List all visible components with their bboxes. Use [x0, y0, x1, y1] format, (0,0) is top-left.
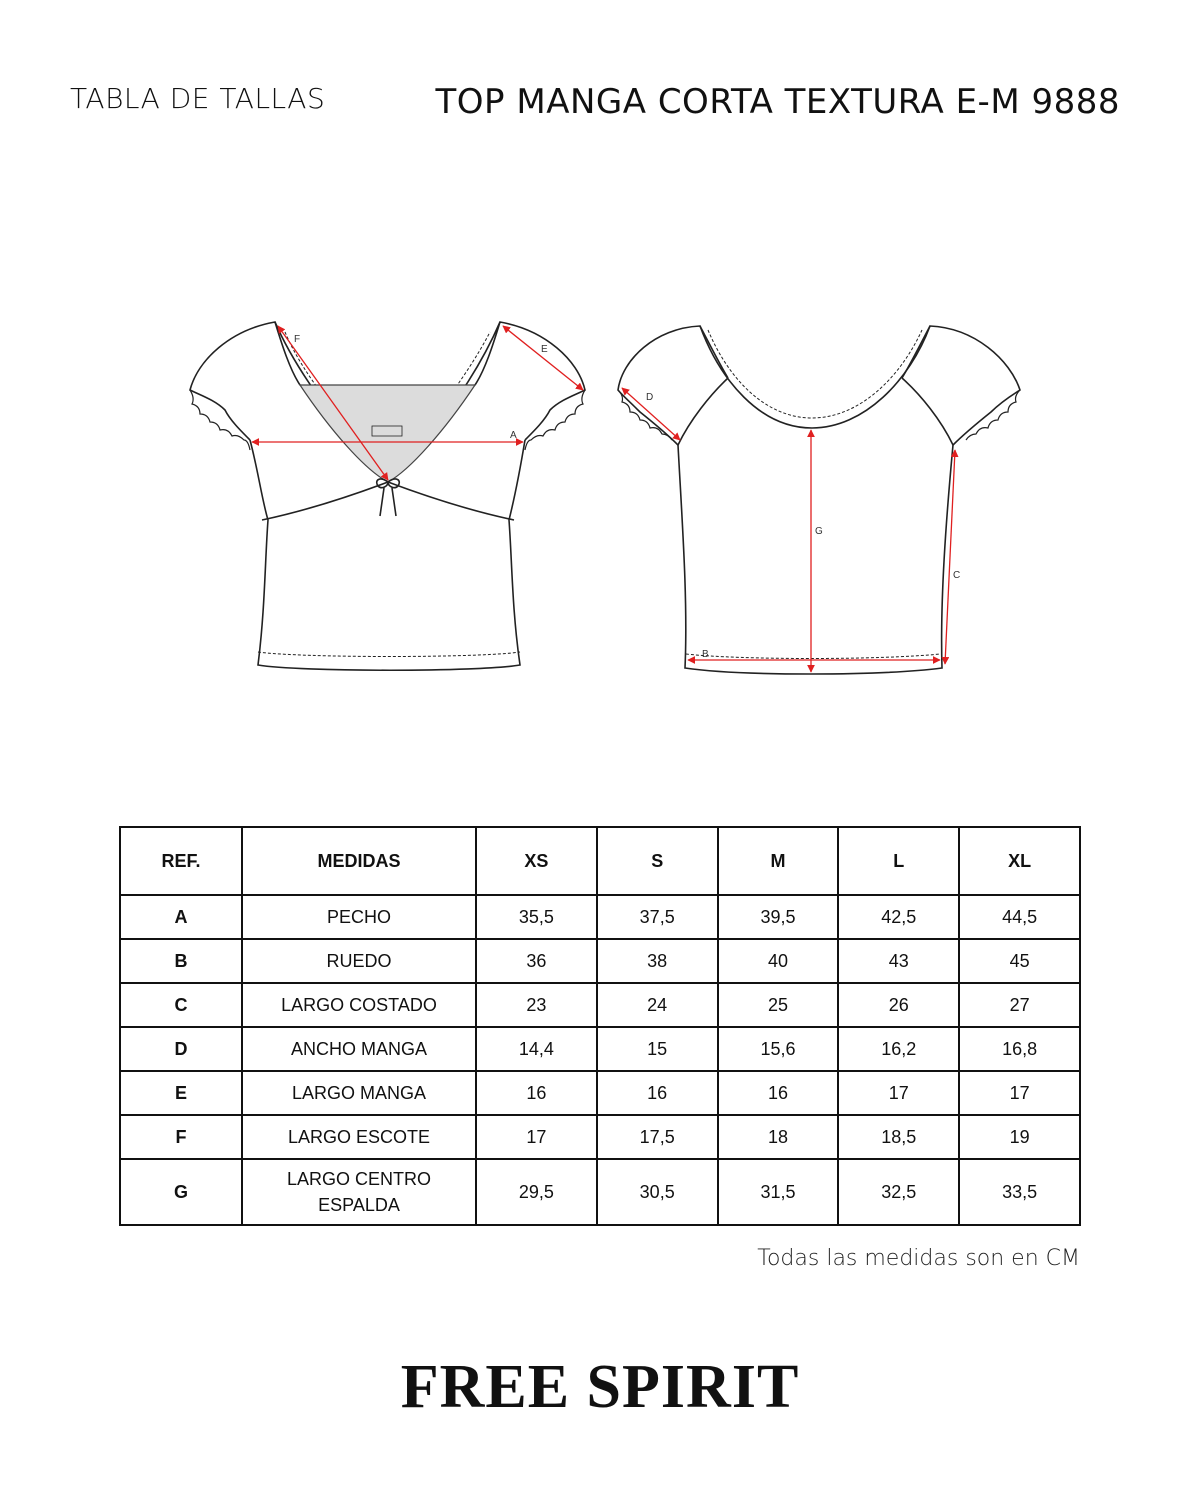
cell-medida: LARGO MANGA: [242, 1071, 476, 1115]
cell-m: 39,5: [718, 895, 839, 939]
cell-ref: C: [120, 983, 242, 1027]
cell-xs: 23: [476, 983, 597, 1027]
cell-medida: LARGO COSTADO: [242, 983, 476, 1027]
table-row: [120, 1159, 1080, 1225]
cell-ref: D: [120, 1027, 242, 1071]
cell-medida: PECHO: [242, 895, 476, 939]
cell-s: 15: [597, 1027, 718, 1071]
cell-medida-line2: ESPALDA: [318, 1195, 400, 1215]
label-e: E: [541, 344, 548, 355]
label-f: F: [294, 334, 301, 345]
cell-l: 26: [838, 983, 959, 1027]
table-row: [120, 895, 1080, 939]
cell-medida: RUEDO: [242, 939, 476, 983]
label-b: B: [702, 649, 709, 660]
garment-sketch: [170, 300, 1040, 700]
cell-l: 42,5: [838, 895, 959, 939]
cell-xs: 29,5: [476, 1159, 597, 1225]
table-row: [120, 983, 1080, 1027]
product-title: TOP MANGA CORTA TEXTURA E-M 9888: [435, 82, 1120, 122]
cell-m: 15,6: [718, 1027, 839, 1071]
cell-xs: 14,4: [476, 1027, 597, 1071]
header-ref: REF.: [120, 827, 242, 895]
cell-ref: E: [120, 1071, 242, 1115]
table-header-row: [120, 827, 1080, 895]
front-view: [190, 322, 585, 670]
cell-xl: 45: [959, 939, 1080, 983]
cell-ref: F: [120, 1115, 242, 1159]
header-xl: XL: [959, 827, 1080, 895]
cell-ref: B: [120, 939, 242, 983]
table-row: [120, 1115, 1080, 1159]
cell-m: 16: [718, 1071, 839, 1115]
header-m: M: [718, 827, 839, 895]
table-row: [120, 1071, 1080, 1115]
size-table: [119, 826, 1081, 1226]
cell-xs: 17: [476, 1115, 597, 1159]
cell-l: 17: [838, 1071, 959, 1115]
cell-xl: 33,5: [959, 1159, 1080, 1225]
cell-medida-line1: LARGO CENTRO: [286, 1169, 432, 1189]
cell-medida: ANCHO MANGA: [242, 1027, 476, 1071]
header-medidas: MEDIDAS: [242, 827, 476, 895]
chart-title: TABLA DE TALLAS: [70, 82, 326, 115]
cell-medida: [242, 1159, 476, 1225]
cell-m: 31,5: [718, 1159, 839, 1225]
label-d: D: [646, 392, 654, 403]
cell-s: 16: [597, 1071, 718, 1115]
cell-s: 17,5: [597, 1115, 718, 1159]
cell-s: 38: [597, 939, 718, 983]
header-s: S: [597, 827, 718, 895]
table-row: [120, 939, 1080, 983]
cell-m: 18: [718, 1115, 839, 1159]
cell-m: 25: [718, 983, 839, 1027]
cell-ref: A: [120, 895, 242, 939]
header-l: L: [838, 827, 959, 895]
cell-l: 32,5: [838, 1159, 959, 1225]
label-c: C: [953, 570, 961, 581]
cell-l: 18,5: [838, 1115, 959, 1159]
cell-xl: 44,5: [959, 895, 1080, 939]
table-row: [120, 1027, 1080, 1071]
label-g: G: [815, 526, 823, 537]
back-view: [618, 326, 1020, 674]
cell-xl: 27: [959, 983, 1080, 1027]
header-xs: XS: [476, 827, 597, 895]
cell-xs: 35,5: [476, 895, 597, 939]
cell-s: 24: [597, 983, 718, 1027]
cell-l: 16,2: [838, 1027, 959, 1071]
cell-s: 37,5: [597, 895, 718, 939]
cell-medida: LARGO ESCOTE: [242, 1115, 476, 1159]
label-a: A: [510, 430, 517, 441]
cell-xl: 16,8: [959, 1027, 1080, 1071]
cell-xs: 36: [476, 939, 597, 983]
cell-s: 30,5: [597, 1159, 718, 1225]
cell-l: 43: [838, 939, 959, 983]
units-note: Todas las medidas son en CM: [757, 1246, 1080, 1271]
brand-logo: FREE SPIRIT: [400, 1353, 800, 1421]
cell-m: 40: [718, 939, 839, 983]
cell-xs: 16: [476, 1071, 597, 1115]
cell-xl: 19: [959, 1115, 1080, 1159]
cell-ref: G: [120, 1159, 242, 1225]
cell-xl: 17: [959, 1071, 1080, 1115]
